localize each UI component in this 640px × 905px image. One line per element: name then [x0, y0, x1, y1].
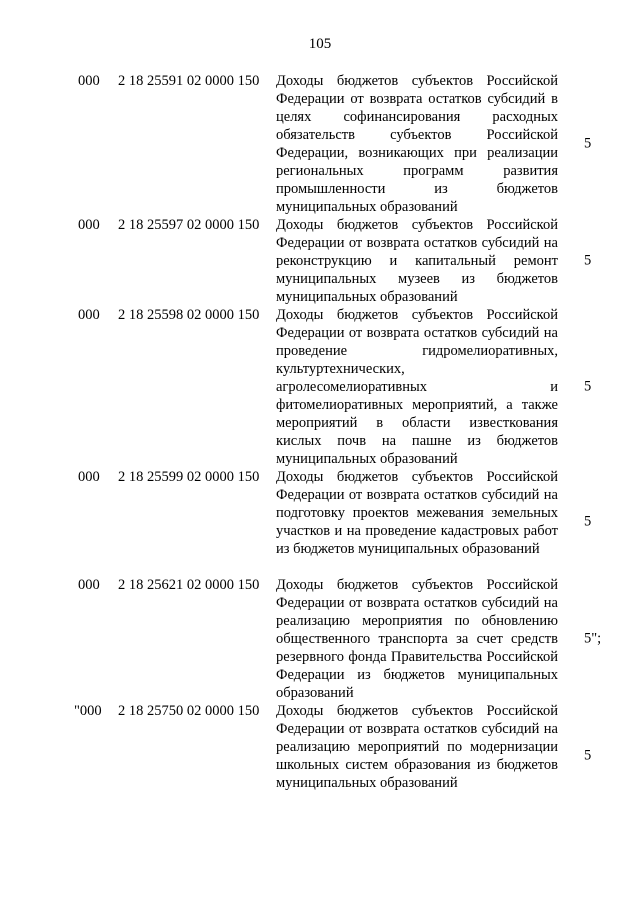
admin-code: 000	[78, 307, 100, 323]
admin-code: 000	[78, 73, 100, 89]
row-description: Доходы бюджетов субъектов Российской Федерации от возврата остатков субсидий на подготовку проектов межевания земельных участков и на проведение кадастровых работ из бюджетов муниципальных образований	[276, 469, 558, 557]
budget-code: 2 18 25597 02 0000 150	[118, 217, 260, 233]
row-amount: 5";	[584, 630, 602, 647]
table-row	[0, 306, 640, 468]
row-description: Доходы бюджетов субъектов Российской Федерации от возврата остатков субсидий на проведение гидромелиоративных, культуртехнических, агролесомелиоративных и фитомелиоративных мероприятий, а также мероприятий в области известкования кислых почв на пашне из бюджетов муниципальных образований	[276, 307, 558, 467]
table-row	[0, 72, 640, 216]
revenue-table	[0, 72, 640, 810]
admin-code: 000	[78, 217, 100, 233]
page-number: 105	[308, 36, 332, 52]
budget-code: 2 18 25598 02 0000 150	[118, 307, 260, 323]
admin-code: "000	[74, 703, 102, 719]
table-row	[0, 576, 640, 702]
row-amount: 5	[584, 747, 592, 764]
admin-code: 000	[78, 469, 100, 485]
row-description: Доходы бюджетов субъектов Российской Федерации от возврата остатков субсидий в целях софинансирования расходных обязательств субъектов Российской Федерации, возникающих при реализации региональных программ развития промышленности из бюджетов муниципальных образований	[276, 73, 558, 215]
budget-code: 2 18 25621 02 0000 150	[118, 577, 260, 593]
row-description: Доходы бюджетов субъектов Российской Федерации от возврата остатков субсидий на реализацию мероприятий по модернизации школьных систем образования из бюджетов муниципальных образований	[276, 703, 558, 791]
row-description: Доходы бюджетов субъектов Российской Федерации от возврата остатков субсидий на реализацию мероприятия по обновлению общественного транспорта за счет средств резервного фонда Правительства Российской Федерации из бюджетов муниципальных образований	[276, 577, 558, 701]
budget-code: 2 18 25591 02 0000 150	[118, 73, 260, 89]
budget-code: 2 18 25750 02 0000 150	[118, 703, 260, 719]
row-amount: 5	[584, 513, 592, 530]
row-amount: 5	[584, 135, 592, 152]
row-description: Доходы бюджетов субъектов Российской Федерации от возврата остатков субсидий на реконструкцию и капитальный ремонт муниципальных музеев из бюджетов муниципальных образований	[276, 217, 558, 305]
row-amount: 5	[584, 378, 592, 395]
table-row	[0, 216, 640, 306]
admin-code: 000	[78, 577, 100, 593]
table-row	[0, 468, 640, 576]
budget-code: 2 18 25599 02 0000 150	[118, 469, 260, 485]
row-amount: 5	[584, 252, 592, 269]
table-row	[0, 702, 640, 810]
